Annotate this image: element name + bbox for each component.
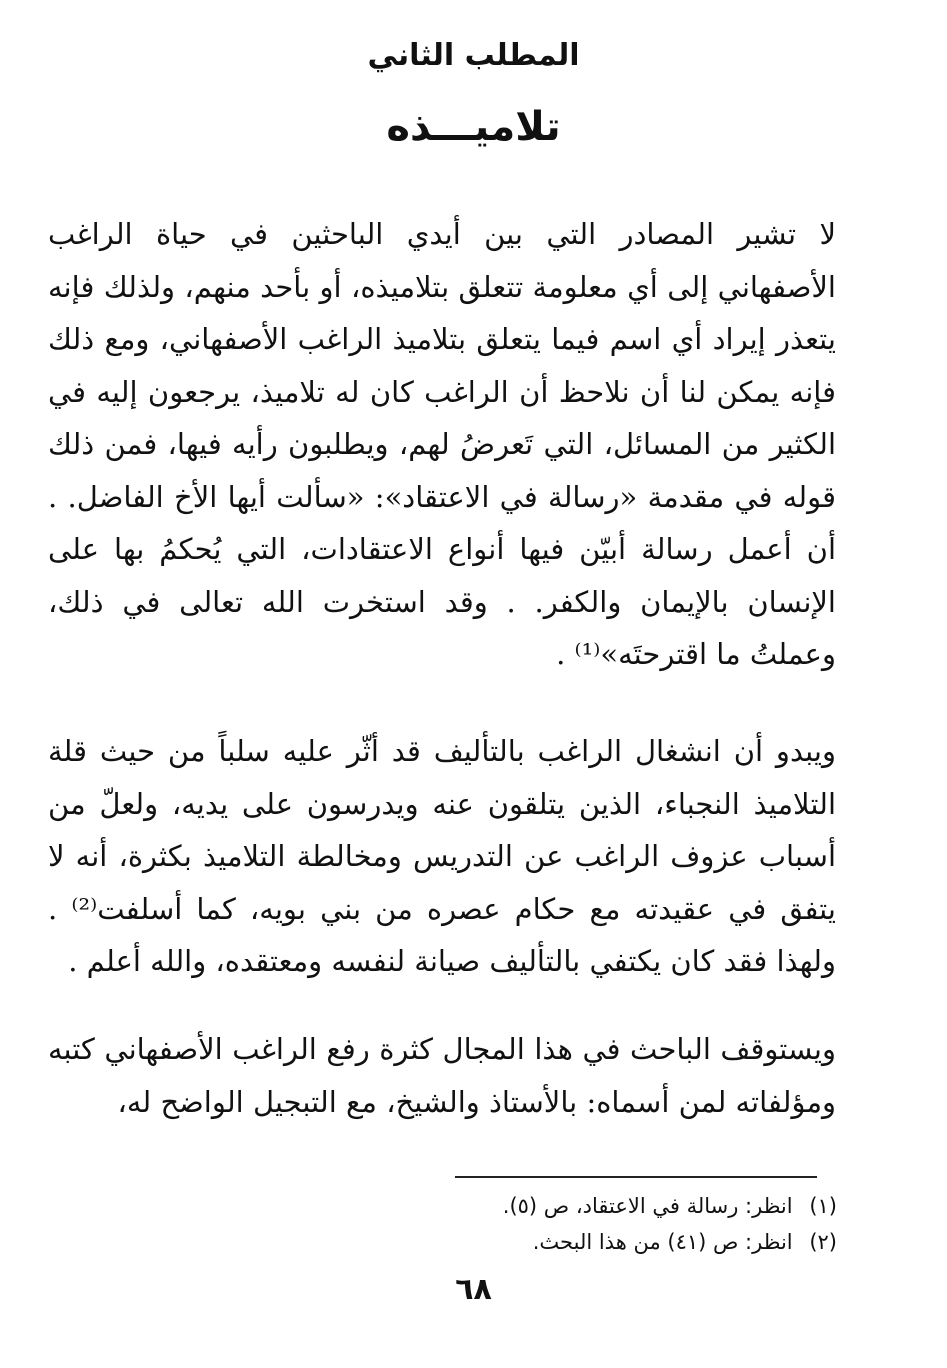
- page-number: ٦٨: [455, 1272, 492, 1307]
- footnote-text: انظر: رسالة في الاعتقاد، ص (٥).: [502, 1194, 793, 1218]
- footnote-1: [137, 1188, 837, 1224]
- paragraph-2: [48, 725, 836, 988]
- footnote-text: انظر: ص (٤١) من هذا البحث.: [532, 1230, 793, 1254]
- page-title: تلاميـــذه: [386, 104, 561, 150]
- paragraph-3: [48, 1023, 836, 1128]
- footnote-number: (٢): [809, 1230, 837, 1254]
- paragraph-1: [48, 208, 836, 681]
- section-label: المطلب الثاني: [367, 38, 580, 73]
- footnote-2: [137, 1224, 837, 1260]
- paragraph-text: لا تشير المصادر التي بين أيدي الباحثين في حياة الراغب الأصفهاني إلى أي معلومة تتعلق بتلاميذه، أو بأحد منهم، ولذلك فإنه يتعذر إيراد أي اسم فيما يتعلق بتلاميذ الراغب الأصفهاني، ومع ذلك فإنه يمكن لنا أن نلاحظ أن الراغب كان له تلاميذ، يرجعون إليه في الكثير من المسائل، التي تَعرضُ لهم، ويطلبون رأيه فيها، فمن ذلك قوله في مقدمة «رسالة في الاعتقاد»: «سألت أيها الأخ الفاضل. . أن أعمل رسالة أبيّن فيها أنواع الاعتقادات، التي يُحكمُ بها على الإنسان بالإيمان والكفر. . وقد استخرت الله تعالى في ذلك، وعملتُ ما اقترحتَه»⁽¹⁾ .: [48, 217, 836, 671]
- footnotes: [137, 1188, 837, 1260]
- paragraph-text: ويستوقف الباحث في هذا المجال كثرة رفع الراغب الأصفهاني كتبه ومؤلفاته لمن أسماه: بالأستاذ والشيخ، مع التبجيل الواضح له،: [48, 1032, 836, 1119]
- footnote-number: (١): [809, 1194, 837, 1218]
- footnote-divider: [455, 1176, 817, 1178]
- paragraph-text: ويبدو أن انشغال الراغب بالتأليف قد أثّر عليه سلباً من حيث قلة التلاميذ النجباء، الذين يتلقون عنه ويدرسون على يديه، ولعلّ من أسباب عزوف الراغب عن التدريس ومخالطة التلاميذ بكثرة، أنه لا يتفق في عقيدته مع حكام عصره من بني بويه، كما أسلفت⁽²⁾ . ولهذا فقد كان يكتفي بالتأليف صيانة لنفسه ومعتقده، والله أعلم .: [48, 734, 837, 978]
